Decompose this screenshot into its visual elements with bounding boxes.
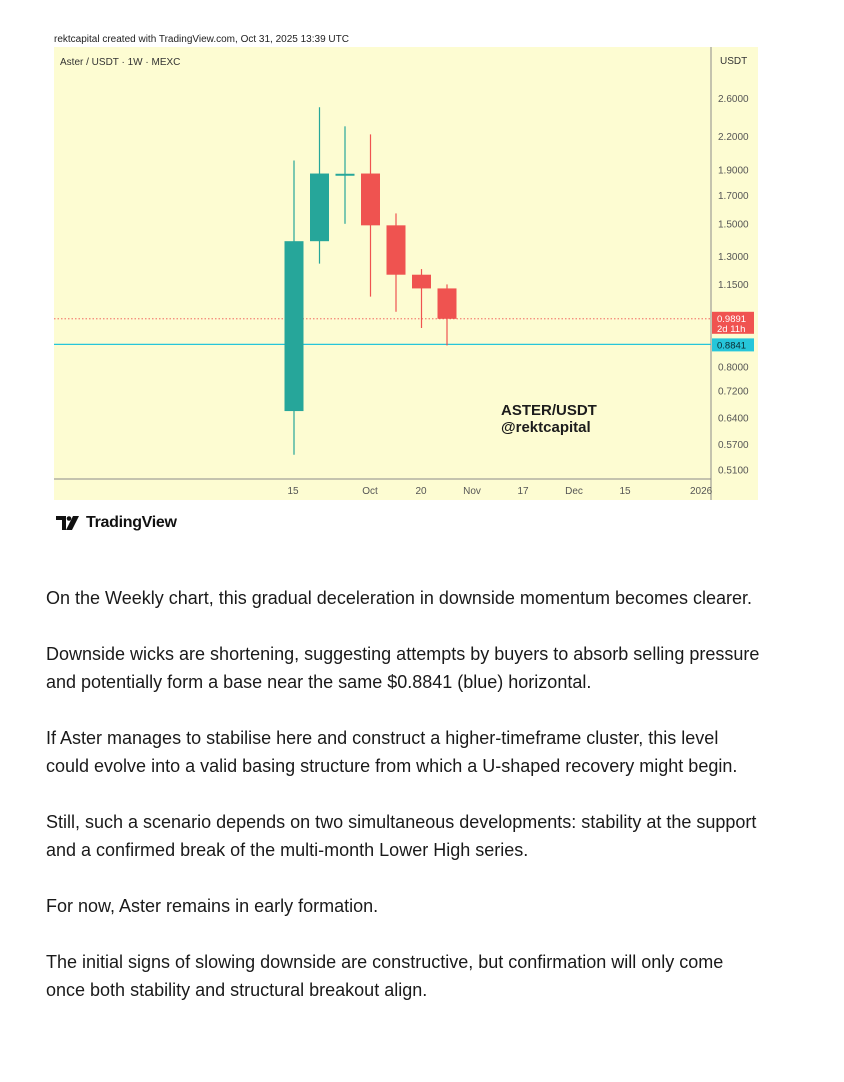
article-paragraph: Still, such a scenario depends on two simultaneous developments: stability at the support and a confirmed break of the multi-month Lower High series. — [46, 812, 757, 860]
chart-credit: rektcapital created with TradingView.com, Oct 31, 2025 13:39 UTC — [54, 34, 349, 45]
tradingview-logo-icon — [56, 516, 80, 530]
article-paragraph: The initial signs of slowing downside are constructive, but confirmation will only come once both stability and structural breakout align. — [46, 952, 724, 1000]
y-tick-label: 0.7200 — [718, 386, 749, 398]
current-price-value: 0.9891 — [717, 313, 747, 325]
y-tick-label: 1.9000 — [718, 165, 749, 177]
y-tick-label: 0.6400 — [718, 413, 749, 425]
y-tick-label: 1.5000 — [718, 219, 749, 231]
y-tick-label: 0.5700 — [718, 440, 749, 452]
current-price-countdown: 2d 11h — [717, 323, 746, 335]
article-paragraph: If Aster manages to stabilise here and construct a higher-timeframe cluster, this level could evolve into a valid basing structure from which a U-shaped recovery might begin. — [46, 728, 738, 776]
candle-body — [361, 174, 380, 226]
chart-currency-label: USDT — [720, 56, 748, 67]
x-tick-label: 15 — [619, 486, 631, 497]
chart-background — [54, 47, 758, 500]
candle-body — [387, 225, 406, 274]
x-tick-label: Oct — [362, 486, 378, 497]
watermark-author: @rektcapital — [501, 419, 591, 436]
support-price-value: 0.8841 — [717, 340, 747, 352]
x-tick-label: Dec — [565, 486, 583, 497]
x-tick-label: 17 — [517, 486, 529, 497]
chart-symbol-label: Aster / USDT · 1W · MEXC — [60, 57, 181, 68]
price-chart[interactable] — [0, 0, 844, 510]
tradingview-logo[interactable] — [56, 514, 177, 532]
x-tick-label: 20 — [415, 486, 427, 497]
y-tick-label: 0.5100 — [718, 465, 749, 477]
y-tick-label: 2.2000 — [718, 131, 749, 143]
candle-body — [336, 174, 355, 176]
candle-body — [310, 174, 329, 242]
candle-body — [412, 275, 431, 289]
y-tick-label: 0.8000 — [718, 362, 749, 374]
article-paragraph: Downside wicks are shortening, suggesting attempts by buyers to absorb selling pressure and potentially form a base near the same $0.8841 (blue) horizontal. — [46, 644, 760, 692]
candle-body — [438, 288, 457, 318]
watermark-symbol: ASTER/USDT — [501, 402, 597, 419]
article-body — [46, 584, 766, 1032]
y-tick-label: 1.1500 — [718, 279, 749, 291]
y-tick-label: 2.6000 — [718, 93, 749, 105]
x-tick-label: 2026 — [690, 486, 713, 497]
candle-body — [285, 241, 304, 411]
y-tick-label: 1.3000 — [718, 251, 749, 263]
x-tick-label: 15 — [287, 486, 299, 497]
y-tick-label: 1.7000 — [718, 190, 749, 202]
tradingview-logo-text: TradingView — [86, 514, 177, 531]
x-tick-label: Nov — [463, 486, 481, 497]
article-paragraph: On the Weekly chart, this gradual deceleration in downside momentum becomes clearer. — [46, 588, 753, 608]
article-paragraph: For now, Aster remains in early formation. — [46, 896, 379, 916]
